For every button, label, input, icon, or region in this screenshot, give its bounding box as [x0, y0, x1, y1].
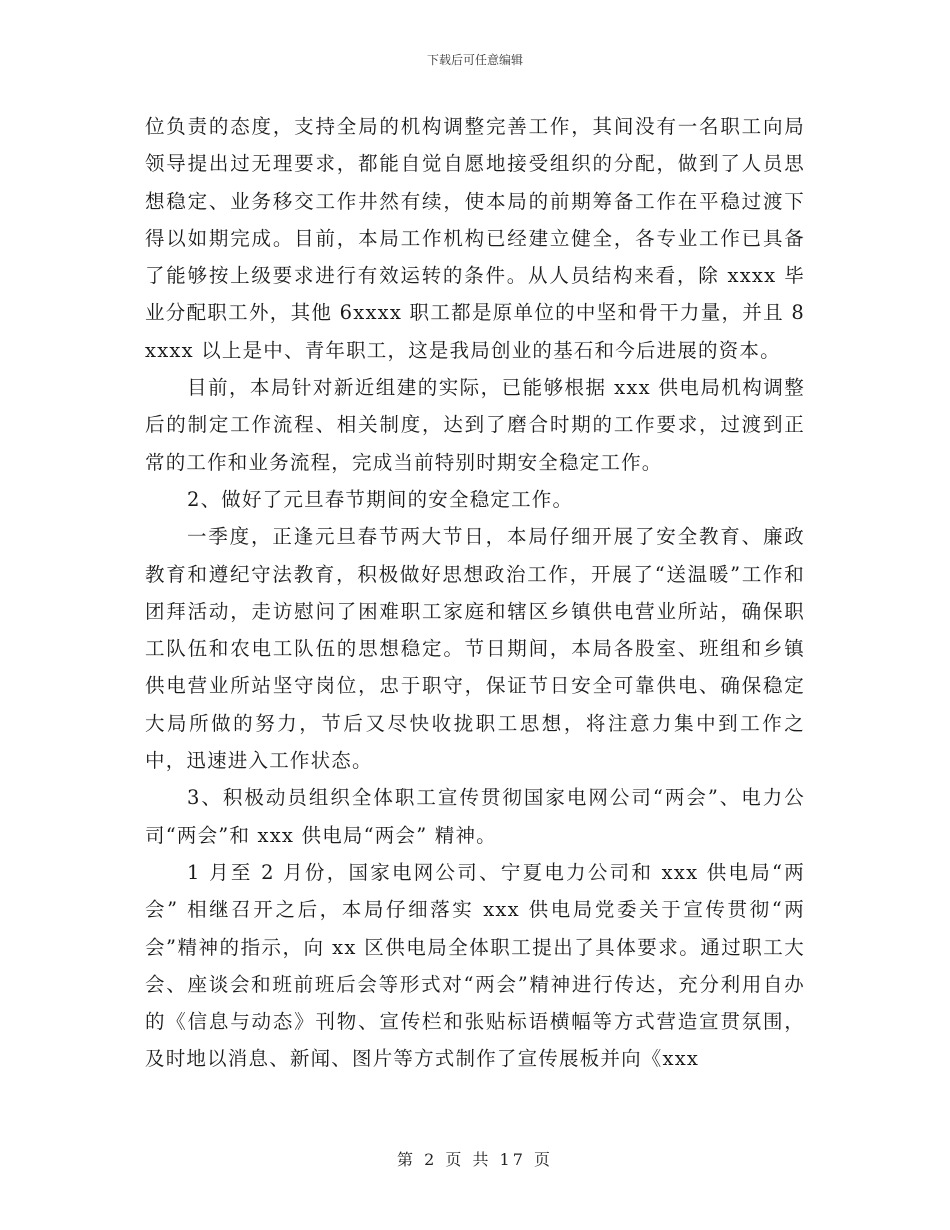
page-number: 第 2 页 共 17 页	[397, 1150, 553, 1169]
paragraph-two-sessions: 1 月至 2 月份，国家电网公司、宁夏电力公司和 xxx 供电局“两会” 相继召开之后，本局仔细落实 xxx 供电局党委关于宣传贯彻“两会”精神的指示，向 xx 区供电局全体职工提出了具体要求。通过职工大会、座谈会和班前班后会等形式对“两会”精神进行传达，充分利用自办的《信息与动态》刊物、宣传栏和张贴标语横幅等方式营造宣贯氛围，及时地以消息、新闻、图片等方式制作了宣传展板并向《xxx	[145, 860, 805, 1071]
header-note: 下载后可任意编辑	[426, 53, 523, 67]
paragraph-current-status: 目前，本局针对新近组建的实际，已能够根据 xxx 供电局机构调整后的制定工作流程、相关制度，达到了磨合时期的工作要求，过渡到正常的工作和业务流程，完成当前特别时期安全稳定工作。	[145, 376, 805, 474]
paragraph-holiday-safety: 一季度，正逢元旦春节两大节日，本局仔细开展了安全教育、廉政教育和遵纪守法教育，积极做好思想政治工作，开展了“送温暖”工作和团拜活动，走访慰问了困难职工家庭和辖区乡镇供电营业所站，确保职工队伍和农电工队伍的思想稳定。节日期间，本局各股室、班组和乡镇供电营业所站坚守岗位，忠于职守，保证节日安全可靠供电、确保稳定大局所做的努力，节后又尽快收拢职工思想，将注意力集中到工作之中，迅速进入工作状态。	[145, 525, 805, 773]
section-heading-2: 2、做好了元旦春节期间的安全稳定工作。	[187, 487, 574, 511]
section-heading-3: 3、积极动员组织全体职工宣传贯彻国家电网公司“两会”、电力公司“两会”和 xxx 供电局“两会” 精神。	[145, 786, 805, 847]
document-body	[145, 108, 805, 1078]
paragraph-continuation: 位负责的态度，支持全局的机构调整完善工作，其间没有一名职工向局领导提出过无理要求，都能自觉自愿地接受组织的分配，做到了人员思想稳定、业务移交工作井然有续，使本局的前期筹备工作在平稳过渡下得以如期完成。目前，本局工作机构已经建立健全，各专业工作已具备了能够按上级要求进行有效运转的条件。从人员结构来看，除 xxxx 毕业分配职工外，其他 6xxxx 职工都是原单位的中坚和骨干力量，并且 8xxxx 以上是中、青年职工，这是我局创业的基石和今后进展的资本。	[145, 115, 805, 362]
